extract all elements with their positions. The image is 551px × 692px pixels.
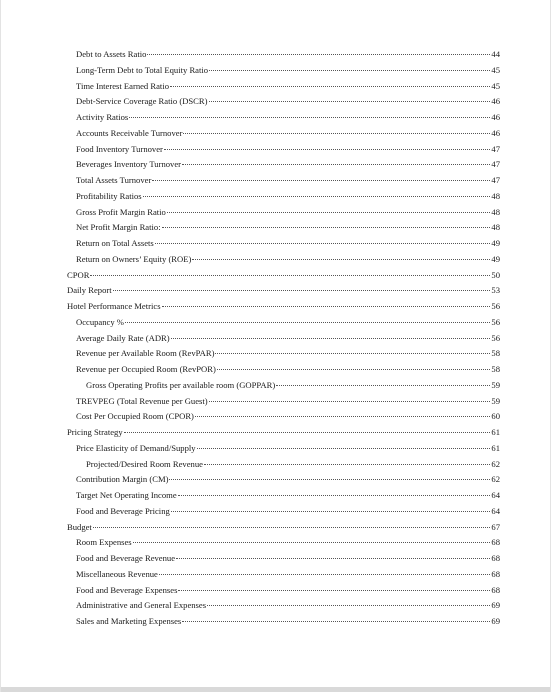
toc-entry[interactable] <box>76 206 500 218</box>
toc-entry-title: Food and Beverage Expenses <box>76 584 178 595</box>
toc-entry-title: Accounts Receivable Turnover <box>76 127 183 138</box>
toc-entry[interactable] <box>76 395 500 407</box>
toc-entry-page-number: 45 <box>491 80 500 91</box>
toc-entry[interactable] <box>76 316 500 328</box>
toc-entry-page-number: 46 <box>491 96 500 107</box>
toc-entry-page-number: 56 <box>491 301 500 311</box>
dot-leader <box>209 101 491 102</box>
dot-leader <box>164 149 491 150</box>
dot-leader <box>207 605 490 606</box>
toc-entry[interactable] <box>86 458 500 470</box>
toc-entry-title: Target Net Operating Income <box>76 490 177 500</box>
toc-entry-title: Pricing Strategy <box>67 427 123 437</box>
dot-leader <box>209 70 490 71</box>
toc-entry-page-number: 56 <box>491 332 500 343</box>
toc-entry[interactable] <box>76 552 500 564</box>
dot-leader <box>152 180 490 181</box>
toc-entry-page-number: 64 <box>491 490 500 500</box>
toc-entry-page-number: 56 <box>491 316 500 327</box>
toc-entry-title: Debt to Assets Ratio <box>76 49 147 59</box>
dot-leader <box>133 542 491 543</box>
toc-entry-title: Room Expenses <box>76 537 132 548</box>
toc-entry[interactable] <box>76 536 500 548</box>
toc-entry-page-number: 67 <box>491 521 500 532</box>
toc-entry[interactable] <box>76 190 500 202</box>
toc-entry[interactable] <box>76 111 500 123</box>
toc-entry[interactable] <box>76 64 500 76</box>
toc-entry-title: Gross Profit Margin Ratio <box>76 206 166 217</box>
toc-entry[interactable] <box>76 363 500 375</box>
dot-leader <box>178 590 490 591</box>
toc-entry-title: Food and Beverage Revenue <box>76 553 176 563</box>
dot-leader <box>276 385 490 386</box>
toc-entry-page-number: 61 <box>491 427 500 437</box>
toc-entry[interactable] <box>76 347 500 359</box>
toc-entry[interactable] <box>67 300 500 312</box>
dot-leader <box>183 133 490 134</box>
dot-leader <box>90 275 490 276</box>
dot-leader <box>147 54 490 55</box>
toc-entry-title: Contribution Margin (CM) <box>76 474 169 485</box>
toc-entry-title: Return on Total Assets <box>76 238 154 248</box>
toc-entry-title: Miscellaneous Revenue <box>76 568 158 579</box>
toc-entry-page-number: 69 <box>491 600 500 611</box>
dot-leader <box>209 401 491 402</box>
toc-entry-title: Beverages Inventory Turnover <box>76 159 182 170</box>
toc-entry[interactable] <box>76 253 500 265</box>
toc-entry-page-number: 68 <box>491 568 500 579</box>
toc-entry-title: Total Assets Turnover <box>76 175 152 185</box>
toc-entry[interactable] <box>76 158 500 170</box>
toc-entry-title: Occupancy % <box>76 316 124 327</box>
dot-leader <box>155 243 491 244</box>
toc-entry-page-number: 59 <box>491 379 500 390</box>
toc-entry[interactable] <box>76 410 500 422</box>
toc-entry-title: Long-Term Debt to Total Equity Ratio <box>76 64 209 75</box>
toc-entry[interactable] <box>76 568 500 580</box>
toc-entry-page-number: 64 <box>491 505 500 516</box>
toc-entry-page-number: 68 <box>491 553 500 563</box>
dot-leader <box>176 558 490 559</box>
dot-leader <box>192 259 490 260</box>
toc-entry[interactable] <box>76 505 500 517</box>
toc-entry[interactable] <box>67 521 500 533</box>
toc-entry[interactable] <box>76 48 500 60</box>
dot-leader <box>171 338 491 339</box>
dot-leader <box>204 464 490 465</box>
toc-entry[interactable] <box>76 489 500 501</box>
toc-entry[interactable] <box>76 221 500 233</box>
dot-leader <box>178 495 491 496</box>
toc-entry-page-number: 50 <box>491 269 500 280</box>
toc-entry-page-number: 61 <box>491 442 500 453</box>
toc-entry-page-number: 62 <box>491 474 500 485</box>
toc-entry-title: Debt-Service Coverage Ratio (DSCR) <box>76 96 208 107</box>
toc-entry-title: Net Profit Margin Ratio: <box>76 222 161 233</box>
toc-entry-page-number: 49 <box>491 253 500 264</box>
toc-entry-title: Activity Ratios <box>76 112 129 122</box>
toc-entry[interactable] <box>76 584 500 596</box>
dot-leader <box>162 306 491 307</box>
toc-entry[interactable] <box>67 426 500 438</box>
toc-entry[interactable] <box>76 332 500 344</box>
toc-entry-title: Hotel Performance Metrics <box>67 301 161 311</box>
toc-entry[interactable] <box>86 379 500 391</box>
toc-entry[interactable] <box>76 127 500 139</box>
dot-leader <box>162 227 491 228</box>
toc-entry[interactable] <box>67 284 500 296</box>
toc-entry-page-number: 68 <box>491 537 500 548</box>
page-bottom-edge <box>1 687 550 692</box>
toc-entry-title: Projected/Desired Room Revenue <box>86 458 203 469</box>
toc-entry-title: Price Elasticity of Demand/Supply <box>76 442 196 453</box>
toc-entry-title: Gross Operating Profits per available room (GOPPAR) <box>86 379 276 390</box>
dot-leader <box>170 86 490 87</box>
dot-leader <box>215 353 490 354</box>
toc-entry[interactable] <box>76 442 500 454</box>
toc-entry[interactable] <box>76 95 500 107</box>
toc-entry-page-number: 48 <box>491 190 500 201</box>
toc-entry-page-number: 47 <box>491 175 500 185</box>
toc-entry-page-number: 46 <box>491 127 500 138</box>
toc-entry-title: Food and Beverage Pricing <box>76 505 170 516</box>
dot-leader <box>113 290 491 291</box>
toc-entry-page-number: 60 <box>491 411 500 422</box>
toc-entry-page-number: 48 <box>491 222 500 233</box>
toc-entry-title: Revenue per Available Room (RevPAR) <box>76 348 215 359</box>
toc-entry-page-number: 44 <box>491 49 500 59</box>
toc-entry[interactable] <box>76 615 500 627</box>
dot-leader <box>217 369 491 370</box>
dot-leader <box>143 196 491 197</box>
toc-entry[interactable] <box>76 174 500 186</box>
toc-entry-page-number: 47 <box>491 159 500 170</box>
toc-entry-page-number: 53 <box>491 285 500 296</box>
toc-entry-title: Administrative and General Expenses <box>76 600 207 611</box>
toc-entry-page-number: 46 <box>491 112 500 122</box>
toc-entry[interactable] <box>76 473 500 485</box>
toc-entry-page-number: 58 <box>491 348 500 359</box>
dot-leader <box>195 416 490 417</box>
toc-entry-title: Profitability Ratios <box>76 190 142 201</box>
dot-leader <box>129 117 490 118</box>
toc-entry-page-number: 45 <box>491 64 500 75</box>
toc-entry-title: Daily Report <box>67 285 112 296</box>
dot-leader <box>124 432 491 433</box>
toc-entry-page-number: 58 <box>491 364 500 374</box>
dot-leader <box>93 527 491 528</box>
toc-entry-title: Budget <box>67 521 92 532</box>
toc-entry[interactable] <box>76 143 500 155</box>
toc-entry-title: CPOR <box>67 269 90 280</box>
toc-entry-page-number: 69 <box>491 616 500 626</box>
toc-entry[interactable] <box>76 599 500 611</box>
toc-entry-title: Food Inventory Turnover <box>76 143 163 154</box>
dot-leader <box>159 574 491 575</box>
toc-entry-page-number: 48 <box>491 206 500 217</box>
dot-leader <box>197 448 491 449</box>
toc-entry-title: Time Interest Earned Ratio <box>76 80 169 91</box>
dot-leader <box>125 322 490 323</box>
toc-entry-title: Cost Per Occupied Room (CPOR) <box>76 411 194 422</box>
toc-entry-page-number: 68 <box>491 584 500 595</box>
toc-entry-title: Average Daily Rate (ADR) <box>76 332 170 343</box>
toc-entry[interactable] <box>76 80 500 92</box>
dot-leader <box>182 164 490 165</box>
toc-entry-page-number: 47 <box>491 143 500 154</box>
dot-leader <box>171 511 491 512</box>
toc-entry-title: Revenue per Occupied Room (RevPOR) <box>76 364 216 374</box>
toc-entry-title: Sales and Marketing Expenses <box>76 616 182 626</box>
toc-entry-page-number: 59 <box>491 395 500 406</box>
toc-entry-title: TREVPEG (Total Revenue per Guest) <box>76 395 208 406</box>
toc-entry-page-number: 49 <box>491 238 500 248</box>
toc-entry[interactable] <box>67 269 500 281</box>
toc-entry-page-number: 62 <box>491 458 500 469</box>
toc-entry-title: Return on Owners’ Equity (ROE) <box>76 253 192 264</box>
toc-entry[interactable] <box>76 237 500 249</box>
dot-leader <box>182 621 490 622</box>
dot-leader <box>167 212 491 213</box>
dot-leader <box>169 479 490 480</box>
